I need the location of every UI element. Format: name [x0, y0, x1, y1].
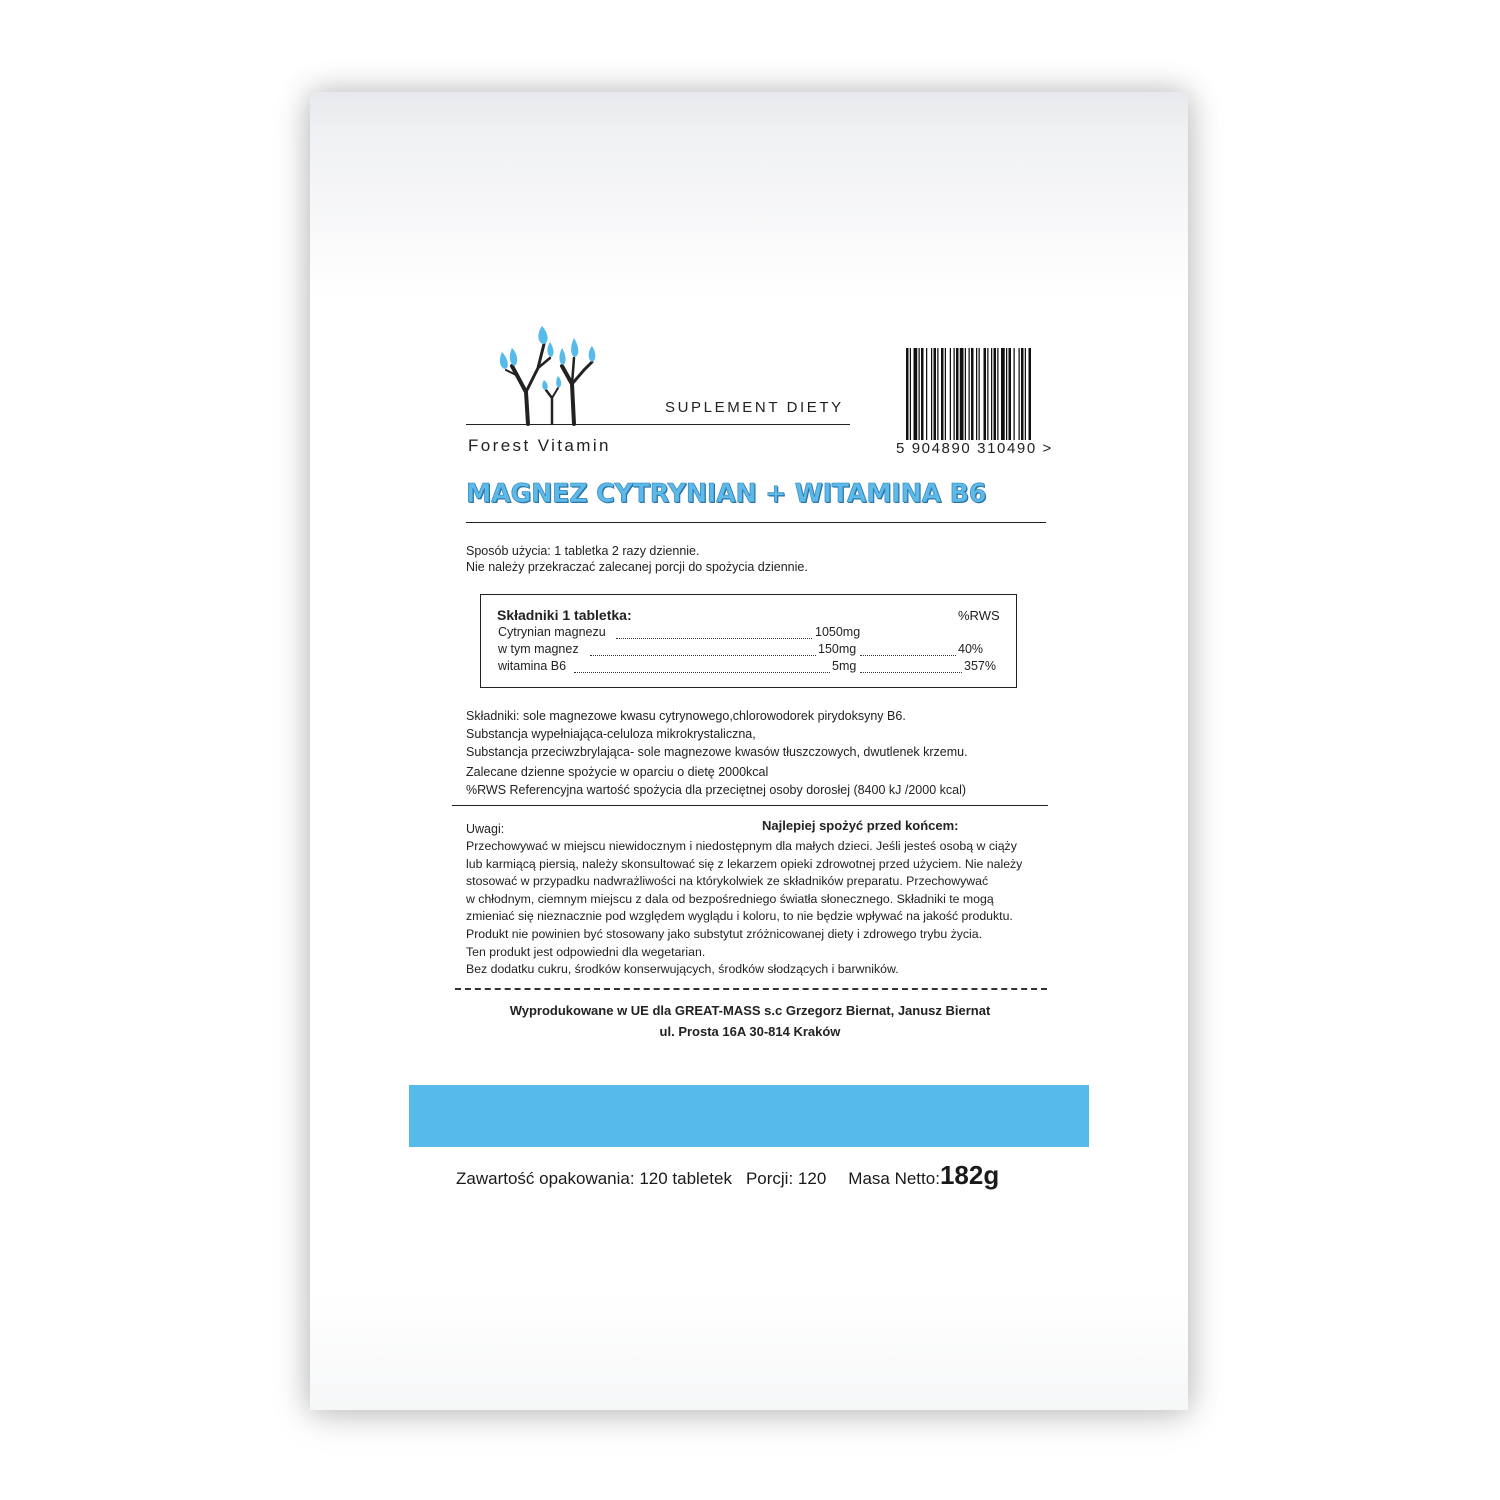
barcode-bar [941, 348, 944, 440]
barcode-bar [965, 348, 966, 440]
barcode-bar [910, 348, 911, 440]
usage-instructions [466, 543, 808, 575]
net-mass-value: 182g [939, 1160, 1000, 1190]
usage-line-2: Nie należy przekraczać zalecanej porcji do spożycia dziennie. [466, 560, 808, 574]
brand-name: Forest Vitamin [468, 436, 611, 455]
barcode-number: 5 904890 310490 > [896, 440, 1053, 457]
table-row [498, 642, 998, 658]
barcode-bar [991, 348, 992, 440]
table-row [498, 659, 998, 675]
composition-line-3: Substancja przeciwzbrylająca- sole magnezowe kwasów tłuszczowych, dwutlenek krzemu. [466, 745, 968, 759]
ingredient-rws: 40% [958, 642, 984, 656]
barcode-bar [931, 348, 932, 440]
ingredient-amount: 150mg [818, 642, 857, 656]
warning-line: Bez dodatku cukru, środków konserwujących, środków słodzących i barwników. [466, 962, 899, 977]
barcode-bar [987, 348, 988, 440]
leader-dots [574, 659, 830, 673]
leader-dots [590, 642, 816, 656]
barcode-bar [969, 348, 970, 440]
barcode-bar [954, 348, 955, 440]
composition-line-2: Substancja wypełniająca-celuloza mikrokrystaliczna, [466, 727, 756, 741]
ingredient-name: Cytrynian magnezu [498, 625, 606, 639]
barcode-bar [937, 348, 938, 440]
producer-line-2: ul. Prosta 16A 30-814 Kraków [659, 1024, 841, 1039]
rws-header: %RWS [958, 608, 1000, 623]
barcode-bar [1014, 348, 1015, 440]
barcode-bar [1006, 348, 1007, 440]
barcode-bar [934, 348, 937, 440]
pouch-seal-shading [310, 92, 1188, 292]
net-mass-label: Masa Netto: [848, 1169, 940, 1188]
warning-line: stosować w przypadku nadwrażliwości na którykolwiek ze składników preparatu. Przechowywać [466, 874, 989, 889]
ingredient-name: witamina B6 [498, 659, 567, 673]
composition-line-1: Składniki: sole magnezowe kwasu cytrynowego,chlorowodorek pirydoksyny B6. [466, 709, 906, 723]
usage-line-1: Sposób użycia: 1 tabletka 2 razy dziennie. [466, 544, 700, 558]
warning-line: Przechowywać w miejscu niewidocznym i niedostępnym dla małych dzieci. Jeśli jesteś osobą w ciąży [466, 839, 1017, 853]
product-title: MAGNEZ CYTRYNIAN + WITAMINA B6 [466, 479, 987, 509]
daily-intake-note [466, 764, 966, 800]
barcode-bar [976, 348, 977, 440]
barcode-bar [945, 348, 946, 440]
producer-info [440, 1000, 1060, 1042]
ingredients-table-header: Składniki 1 tabletka: [497, 607, 632, 623]
title-divider [466, 522, 1046, 523]
barcode-bar [1019, 348, 1020, 440]
barcode-bar [1021, 348, 1024, 440]
barcode-bar [919, 348, 920, 440]
ingredient-name: w tym magnez [498, 642, 579, 656]
barcode-bar [921, 348, 924, 440]
leader-dots [860, 659, 962, 673]
notes-label: Uwagi: [466, 822, 505, 836]
daily-line-1: Zalecane dzienne spożycie w oparciu o dietę 2000kcal [466, 765, 769, 779]
warning-line: lub karmiącą piersią, należy skonsultować się z lekarzem opieki zdrowotnej przed użyciem. Nie należy [466, 856, 1023, 871]
package-footer [456, 1160, 999, 1191]
barcode-bar [1029, 348, 1032, 440]
warning-line: Ten produkt jest odpowiedni dla wegetarian. [466, 944, 706, 959]
category-label: SUPLEMENT DIETY [665, 399, 844, 416]
blue-band [409, 1085, 1089, 1147]
warning-line: zmieniać się nieznacznie pod względem wyglądu i koloru, to nie będzie wpływać na jakość produktu. [466, 909, 1013, 924]
ingredient-rws: 357% [964, 659, 996, 673]
barcode-bar [994, 348, 997, 440]
warnings-text [466, 838, 1022, 979]
barcode-bar [926, 348, 927, 440]
leader-dots [616, 625, 812, 639]
section-divider [452, 805, 1048, 806]
ingredient-amount: 1050mg [815, 625, 861, 639]
barcode-bar [906, 348, 909, 440]
barcode-bar [914, 348, 918, 440]
table-row [498, 625, 998, 641]
barcode-bar [960, 348, 964, 440]
composition [466, 708, 968, 762]
barcode-bar [971, 348, 974, 440]
logo-underline [466, 424, 850, 425]
dashed-divider [455, 988, 1047, 990]
barcode-bar [1025, 348, 1026, 440]
portions-count: Porcji: 120 [745, 1169, 827, 1188]
barcode-bar [997, 348, 998, 440]
warning-line: Produkt nie powinien być stosowany jako substytut zróżnicowanej diety i zdrowego trybu życia. [466, 926, 983, 941]
barcode-bar [984, 348, 987, 440]
daily-line-2: %RWS Referencyjna wartość spożycia dla przeciętnej osoby dorosłej (8400 kJ /2000 kcal) [466, 783, 967, 797]
barcode-bar [979, 348, 980, 440]
warning-line: w chłodnym, ciemnym miejscu z dala od bezpośredniego światła słonecznego. Składniki te mogą [466, 891, 994, 906]
ingredient-amount: 5mg [832, 659, 857, 673]
best-before-label: Najlepiej spożyć przed końcem: [762, 818, 959, 833]
producer-line-1: Wyprodukowane w UE dla GREAT-MASS s.c Grzegorz Biernat, Janusz Biernat [509, 1003, 991, 1018]
barcode-bar [1001, 348, 1005, 440]
forest-trees-logo-icon [492, 322, 604, 426]
leader-dots [860, 642, 956, 656]
barcode-bar [950, 348, 951, 440]
barcode-icon [904, 348, 1034, 440]
package-contents: Zawartość opakowania: 120 tabletek [456, 1169, 732, 1188]
barcode-bar [956, 348, 959, 440]
barcode-bar [1009, 348, 1012, 440]
